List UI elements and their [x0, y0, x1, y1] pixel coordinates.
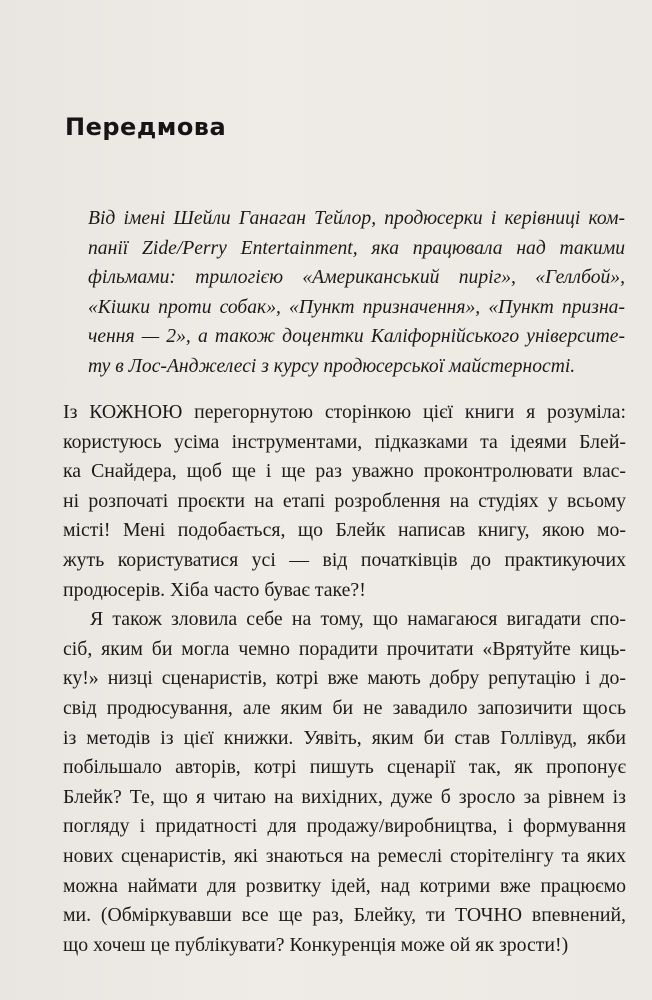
text-line: сіб, яким би могла чемно порадити прочитати «Врятуйте киць-: [63, 637, 626, 660]
text-line: продюсерів. Хіба часто буває таке?!: [63, 578, 366, 601]
chapter-heading: Передмова: [65, 113, 227, 141]
epigraph: [88, 204, 625, 381]
epigraph-line: Від імені Шейли Ганаган Тейлор, продюсерки і керівниці ком-: [88, 208, 625, 229]
text-line: користуюсь усіма інструментами, підказками та ідеями Блей-: [63, 430, 626, 453]
text-line: Блейк? Те, що я читаю на вихідних, дуже б зросло за рівнем із: [63, 785, 626, 808]
text-line: ку!» низці сценаристів, котрі вже мають добру репутацію і до-: [63, 667, 626, 690]
text-line: що хочеш це публікувати? Конкуренція може ой як зрости!): [63, 933, 569, 956]
text-line: можна наймати для розвитку ідей, над котрими вже працюємо: [63, 874, 626, 897]
text-line: Із КОЖНОЮ перегорнутою сторінкою цієї книги я розуміла:: [63, 401, 626, 423]
paragraph-2: [63, 605, 626, 960]
text-line: місті! Мені подобається, що Блейк написав книгу, якою мо-: [63, 519, 626, 542]
epigraph-line: панії Zide/Perry Entertainment, яка працювала над такими: [88, 237, 625, 259]
body-text: [63, 398, 626, 960]
text-line: свід продюсування, але яким би не завадило запозичити щось: [63, 696, 626, 719]
epigraph-line: «Кішки проти собак», «Пункт призначення», «Пункт призна-: [88, 296, 625, 318]
text-line: Я також зловила себе на тому, що намагаюся вигадати спо-: [90, 608, 626, 631]
text-line: погляду і придатності для продажу/виробництва, і формування: [63, 815, 626, 838]
text-line: нових сценаристів, які знаються на ремеслі сторітелінгу та яких: [63, 844, 626, 867]
text-line: жуть користуватися усі — від початківців до практикуючих: [63, 548, 626, 571]
text-line: ні розпочаті проєкти на етапі розроблення на студіях у всьому: [63, 489, 626, 512]
text-line: ка Снайдера, щоб ще і ще раз уважно проконтролювати влас-: [63, 460, 626, 483]
epigraph-line: ту в Лос-Анджелесі з курсу продюсерської майстерності.: [88, 355, 576, 377]
paragraph-1: [63, 398, 626, 605]
text-line: побільшало авторів, котрі пишуть сценарії так, як пропонує: [63, 756, 626, 779]
epigraph-line: фільмами: трилогією «Американський пиріг», «Геллбой»,: [88, 267, 625, 288]
text-line: із методів із цієї книжки. Уявіть, яким би став Голлівуд, якби: [63, 726, 626, 749]
epigraph-line: чення — 2», а також доцентки Каліфорнійського університе-: [88, 326, 625, 347]
text-line: ми. (Обміркувавши все ще раз, Блейку, ти ТОЧНО впевнений,: [63, 904, 626, 927]
